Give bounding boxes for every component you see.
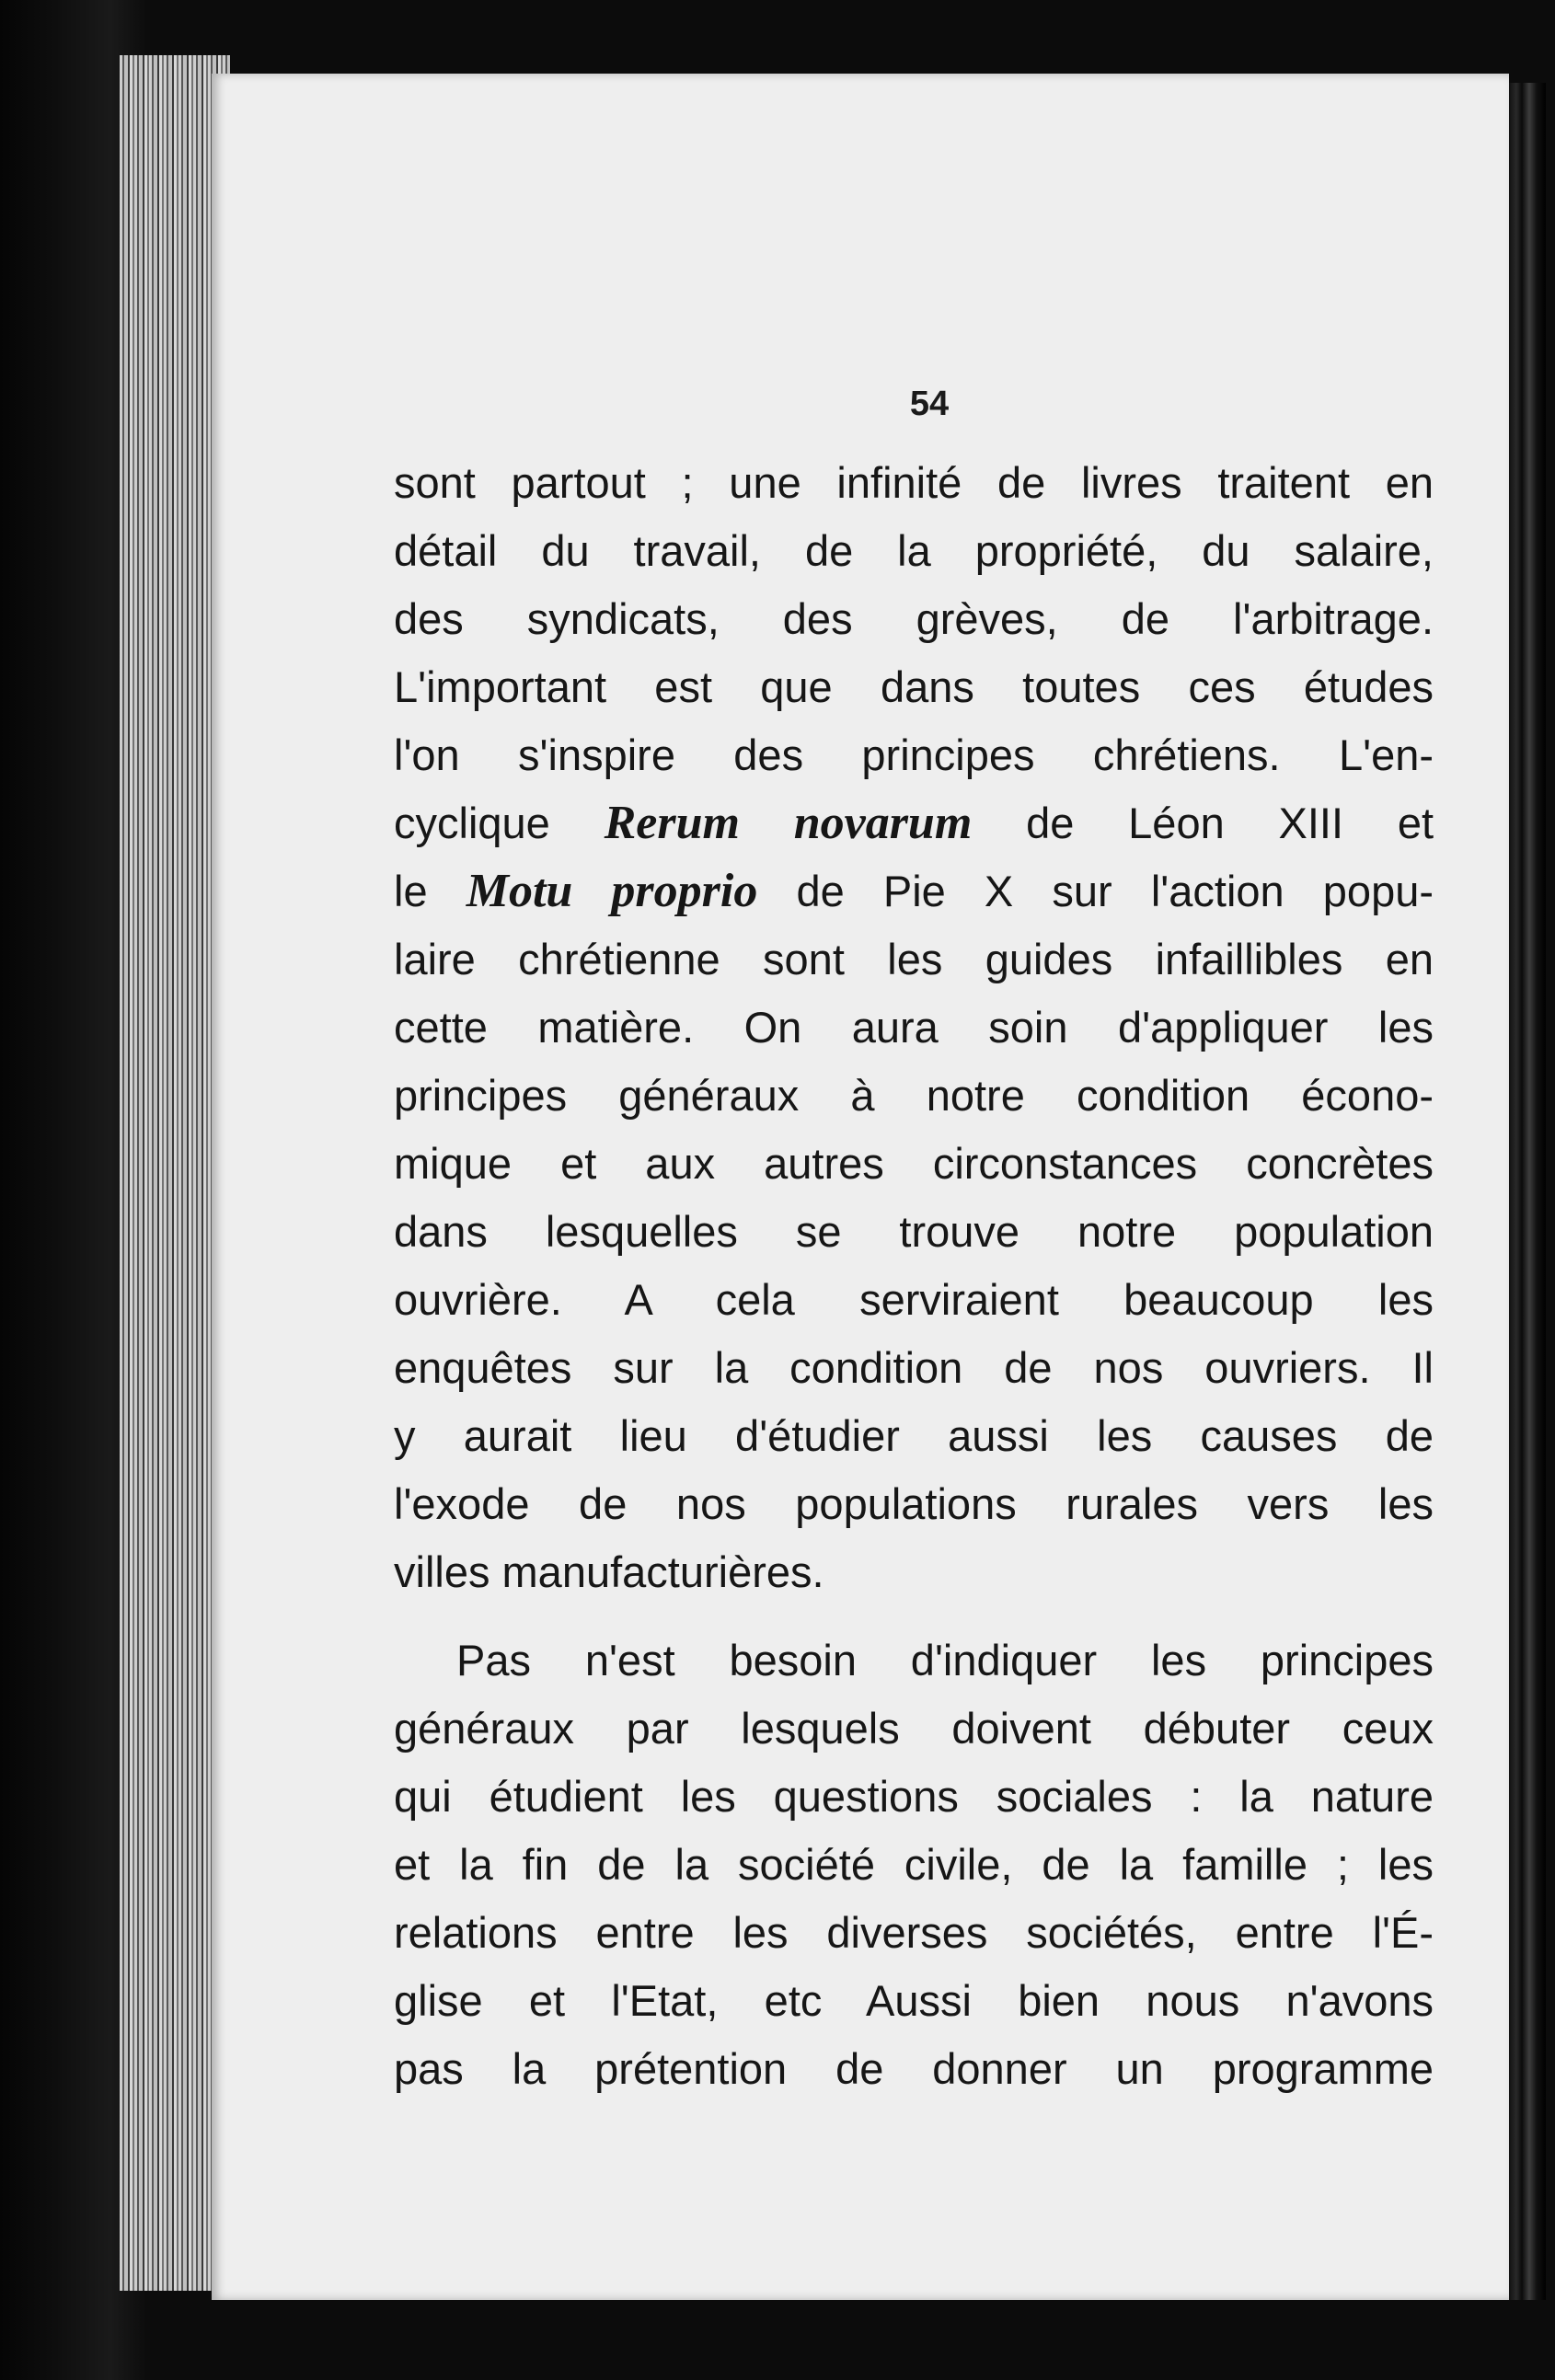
text-line: cette matière. On aura soin d'appliquer les	[394, 1003, 1434, 1052]
text-line: laire chrétienne sont les guides infaillibles en	[394, 935, 1434, 983]
text-line: l'exode de nos populations rurales vers les	[394, 1479, 1434, 1528]
text-fragment: de Léon XIII et	[1026, 799, 1434, 847]
text-line: qui étudient les questions sociales : la nature	[394, 1772, 1434, 1821]
text-line: villes manufacturières.	[394, 1547, 824, 1596]
text-fragment: de Pie X sur l'action popu-	[796, 867, 1434, 915]
paragraph-1	[394, 449, 1434, 1606]
text-line: des syndicats, des grèves, de l'arbitrage.	[394, 594, 1434, 643]
text-line: et la fin de la société civile, de la famille ; les	[394, 1840, 1434, 1889]
text-line: ouvrière. A cela serviraient beaucoup les	[394, 1275, 1434, 1324]
text-fragment: le	[394, 867, 428, 915]
text-line: généraux par lesquels doivent débuter ceux	[394, 1704, 1434, 1753]
text-line: sont partout ; une infinité de livres traitent en	[394, 458, 1434, 507]
text-line: enquêtes sur la condition de nos ouvriers. Il	[394, 1343, 1434, 1392]
text-line: détail du travail, de la propriété, du salaire,	[394, 526, 1434, 575]
encyclical-title: Rerum novarum	[604, 797, 973, 849]
text-line-with-title	[394, 857, 1434, 926]
page-number: 54	[909, 385, 950, 423]
book-binding-edge	[1509, 83, 1546, 2300]
text-line: L'important est que dans toutes ces études	[394, 662, 1434, 711]
text-line: dans lesquelles se trouve notre population	[394, 1207, 1434, 1256]
text-line: l'on s'inspire des principes chrétiens. L'en-	[394, 730, 1434, 779]
text-fragment: cyclique	[394, 799, 550, 847]
text-line: mique et aux autres circonstances concrètes	[394, 1139, 1434, 1188]
text-line: Pas n'est besoin d'indiquer les principes	[456, 1636, 1434, 1684]
text-line: relations entre les diverses sociétés, entre l'É-	[394, 1908, 1434, 1957]
text-line: principes généraux à notre condition écono-	[394, 1071, 1434, 1120]
text-line: y aurait lieu d'étudier aussi les causes de	[394, 1411, 1434, 1460]
motu-proprio-title: Motu proprio	[466, 865, 758, 917]
paragraph-gap	[394, 1606, 1434, 1627]
text-line: glise et l'Etat, etc Aussi bien nous n'avons	[394, 1976, 1434, 2025]
body-text	[394, 449, 1434, 2103]
text-line-with-title	[394, 789, 1434, 857]
text-line: pas la prétention de donner un programme	[394, 2044, 1434, 2093]
paragraph-2	[394, 1627, 1434, 2103]
